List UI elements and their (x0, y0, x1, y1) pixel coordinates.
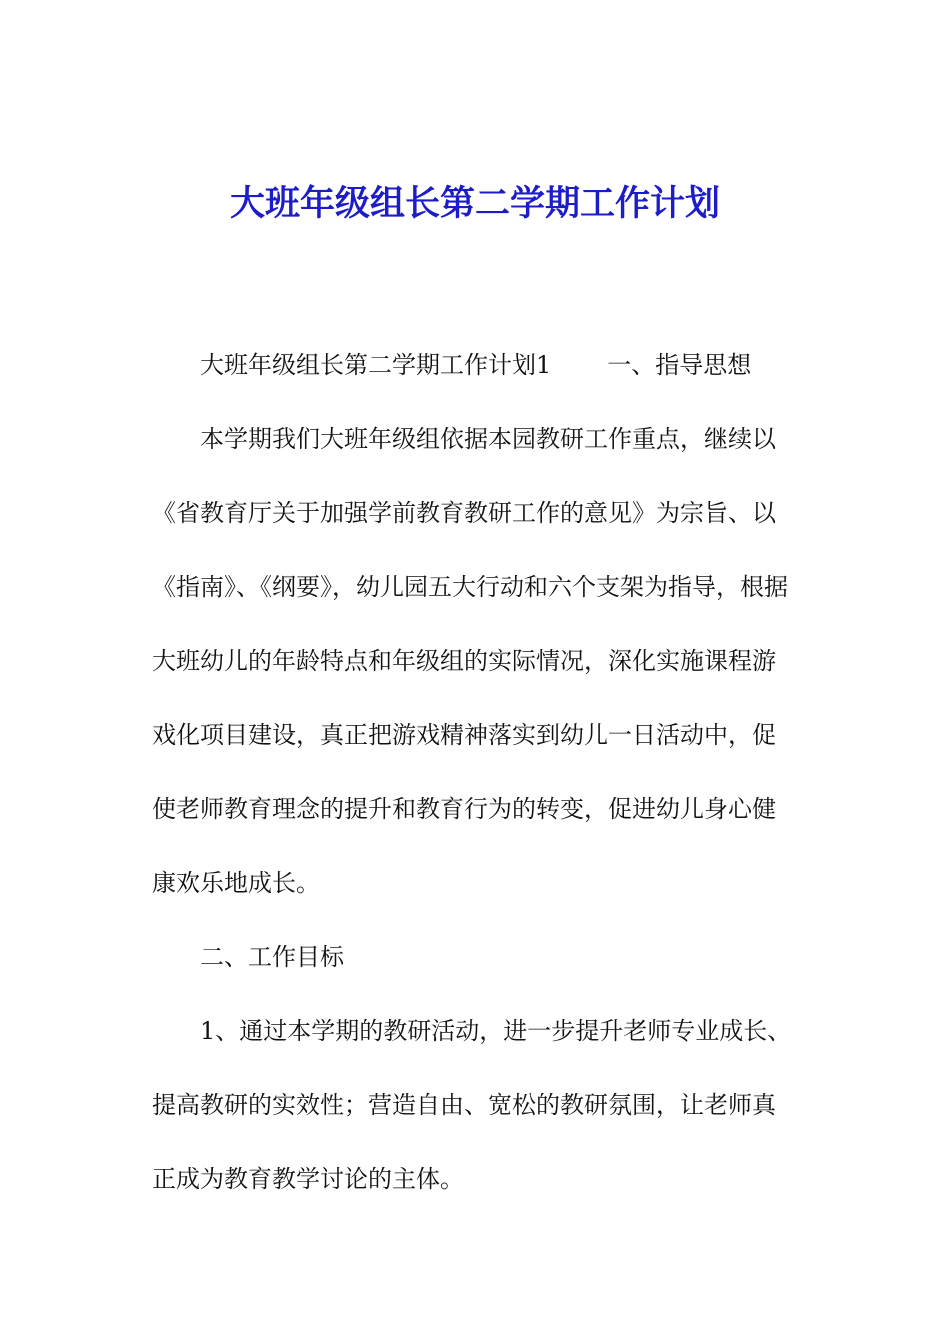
intro-line (152, 328, 797, 402)
paragraph-2: 1、通过本学期的教研活动，进一步提升老师专业成长、提高教研的实效性；营造自由、宽松的教研氛围，让老师真正成为教育教学讨论的主体。 (152, 1017, 792, 1193)
intro-heading: 大班年级组长第二学期工作计划1 (200, 351, 552, 379)
document-body (152, 328, 797, 1216)
section-2-heading: 二、工作目标 (200, 943, 344, 971)
paragraph-1: 本学期我们大班年级组依据本园教研工作重点，继续以《省教育厅关于加强学前教育教研工作的意见》为宗旨、以《指南》、《纲要》，幼儿园五大行动和六个支架为指导，根据大班幼儿的年龄特点和年级组的实际情况，深化实施课程游戏化项目建设，真正把游戏精神落实到幼儿一日活动中，促使老师教育理念的提升和教育行为的转变，促进幼儿身心健康欢乐地成长。 (152, 425, 788, 897)
document-title: 大班年级组长第二学期工作计划 (229, 184, 720, 224)
section-1-heading: 一、指导思想 (607, 351, 752, 379)
